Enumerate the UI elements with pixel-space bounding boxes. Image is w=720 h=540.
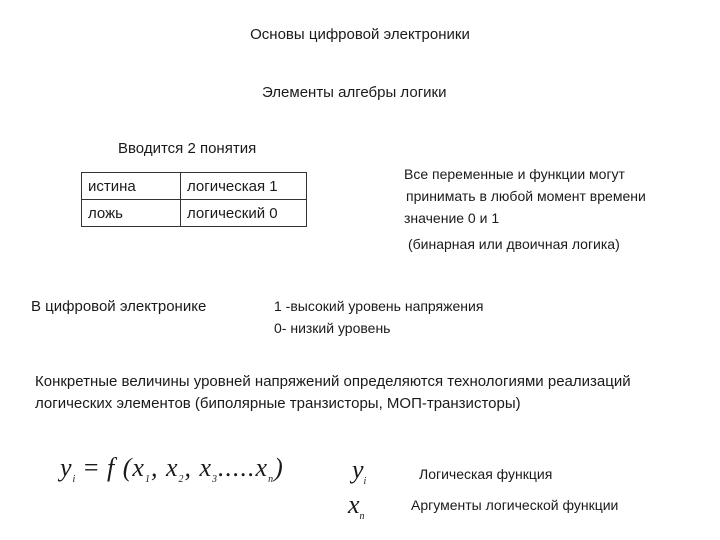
- legend-x-description: Аргументы логической функции: [411, 497, 619, 513]
- legend-y-sub: i: [363, 476, 367, 488]
- legend-y-letter: y: [352, 455, 364, 484]
- logic-function-formula: [60, 453, 284, 485]
- table-row: [82, 173, 307, 200]
- variables-note-line: Все переменные и функции могут: [404, 166, 625, 182]
- variables-note-line: значение 0 и 1: [404, 210, 500, 226]
- legend-y-symbol: [352, 455, 366, 487]
- formula-close: ): [274, 453, 284, 482]
- formula-args: , x: [150, 453, 179, 482]
- variables-note: [404, 163, 646, 255]
- legend-x-sub: n: [359, 511, 365, 523]
- formula-yi-sub: i: [72, 474, 77, 486]
- truth-table: [81, 172, 307, 227]
- technology-note-line: Конкретные величины уровней напряжений определяются технологиями реализаций: [35, 373, 631, 390]
- page-title: Основы цифровой электроники: [250, 26, 470, 43]
- technology-note: [35, 371, 631, 415]
- formula-args: (x: [122, 453, 145, 482]
- formula-sub-n: n: [268, 474, 275, 486]
- formula-f: f: [107, 453, 116, 482]
- level-high: 1 -высокий уровень напряжения: [274, 298, 484, 314]
- legend-y-description: Логическая функция: [419, 466, 553, 482]
- intro-text: Вводится 2 понятия: [118, 140, 257, 157]
- table-cell-meaning: логический 0: [181, 200, 307, 227]
- formula-sub-3: 3: [212, 474, 219, 486]
- legend-x-letter: x: [348, 490, 360, 519]
- table-cell-term: ложь: [82, 200, 181, 227]
- digital-electronics-label: В цифровой электронике: [31, 298, 207, 315]
- formula-sub-2: 2: [178, 474, 185, 486]
- section-subtitle: Элементы алгебры логики: [262, 84, 447, 101]
- legend-x-symbol: [348, 490, 365, 522]
- voltage-levels: [274, 295, 483, 339]
- formula-yi: y: [60, 453, 73, 482]
- formula-sub-1: 1: [144, 474, 151, 486]
- variables-note-line: (бинарная или двоичная логика): [408, 236, 620, 252]
- formula-equals: =: [83, 453, 100, 482]
- formula-args: .....x: [218, 453, 269, 482]
- table-cell-term: истина: [82, 173, 181, 200]
- formula-args: , x: [184, 453, 213, 482]
- table-row: [82, 200, 307, 227]
- technology-note-line: логических элементов (биполярные транзисторы, МОП-транзисторы): [35, 395, 521, 412]
- level-low: 0- низкий уровень: [274, 320, 391, 336]
- table-cell-meaning: логическая 1: [181, 173, 307, 200]
- variables-note-line: принимать в любой момент времени: [406, 188, 646, 204]
